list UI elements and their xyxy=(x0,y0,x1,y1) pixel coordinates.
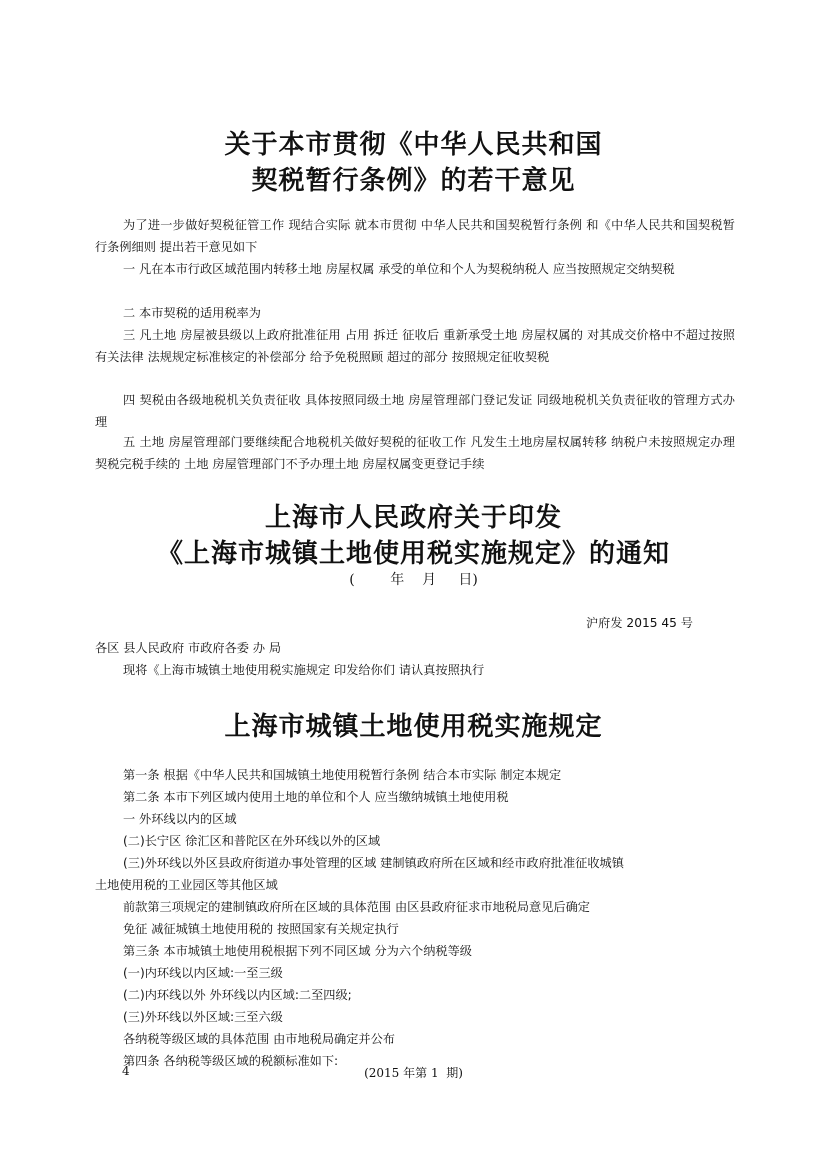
article-line: 前款第三项规定的建制镇政府所在区域的具体范围 由区县政府征求市地税局意见后确定 xyxy=(123,900,590,914)
article-line: 一 外环线以内的区域 xyxy=(123,812,237,826)
section1-item-5: 五 土地 房屋管理部门要继续配合地税机关做好契税的征收工作 凡发生土地房屋权属转移 纳税户未按照规定办理契税完税手续的 土地 房屋管理部门不予办理土地 房屋权属变更登记手续 xyxy=(95,435,735,471)
recipients: 各区 县人民政府 市政府各委 办 局 xyxy=(95,641,282,655)
article-line: (一)内环线以内区域:一至三级 xyxy=(123,966,283,980)
article-line: 各纳税等级区域的具体范围 由市地税局确定并公布 xyxy=(123,1032,395,1046)
notice-body: 现将《上海市城镇土地使用税实施规定 印发给你们 请认真按照执行 xyxy=(123,663,485,677)
article-line: 第三条 本市城镇土地使用税根据下列不同区域 分为六个纳税等级 xyxy=(123,944,472,958)
section1-item-3: 三 凡土地 房屋被县级以上政府批准征用 占用 拆迁 征收后 重新承受土地 房屋权属的 对其成交价格中不超过按照有关法律 法规规定标准核定的补偿部分 给予免税照顾 超过的部分 按照规定征收契税 xyxy=(95,328,735,364)
page-number: 4 xyxy=(122,1064,130,1078)
article-line: (三)外环线以外区域:三至六级 xyxy=(123,1010,283,1024)
issue-label: (2015 年第 1 期) xyxy=(364,1066,463,1080)
notice-date: ( 年 月 日) xyxy=(349,572,478,588)
section1-item-2: 二 本市契税的适用税率为 xyxy=(123,306,261,320)
section1-item-4: 四 契税由各级地税机关负责征收 具体按照同级土地 房屋管理部门登记发证 同级地税机关负责征收的管理方式办理 xyxy=(95,393,735,429)
document-number: 沪府发 2015 45 号 xyxy=(586,616,693,630)
section1-title-line2: 契税暂行条例》的若干意见 xyxy=(251,166,576,196)
section1-intro: 为了进一步做好契税征管工作 现结合实际 就本市贯彻 中华人民共和国契税暂行条例 和《中华人民共和国契税暂行条例细则 提出若干意见如下 xyxy=(95,218,735,254)
article-line: (二)内环线以外 外环线以内区域:二至四级; xyxy=(123,988,352,1002)
section1-item-1: 一 凡在本市行政区域范围内转移土地 房屋权属 承受的单位和个人为契税纳税人 应当按照规定交纳契税 xyxy=(123,262,675,276)
article-line: 土地使用税的工业园区等其他区域 xyxy=(95,878,278,892)
article-line: 第四条 各纳税等级区域的税额标准如下: xyxy=(123,1054,339,1068)
article-line: 第一条 根据《中华人民共和国城镇土地使用税暂行条例 结合本市实际 制定本规定 xyxy=(123,768,562,782)
article-line: (三)外环线以外区县政府街道办事处管理的区域 建制镇政府所在区域和经市政府批准征收城镇 xyxy=(123,856,624,870)
section2-title-line1: 上海市人民政府关于印发 xyxy=(264,503,562,533)
section3-title: 上海市城镇土地使用税实施规定 xyxy=(224,712,603,742)
section2-title-line2: 《上海市城镇土地使用税实施规定》的通知 xyxy=(156,539,670,569)
article-line: 免征 减征城镇土地使用税的 按照国家有关规定执行 xyxy=(123,922,399,936)
article-line: 第二条 本市下列区域内使用土地的单位和个人 应当缴纳城镇土地使用税 xyxy=(123,790,509,804)
article-line: (二)长宁区 徐汇区和普陀区在外环线以外的区域 xyxy=(123,834,381,848)
section1-title-line1: 关于本市贯彻《中华人民共和国 xyxy=(224,130,603,160)
